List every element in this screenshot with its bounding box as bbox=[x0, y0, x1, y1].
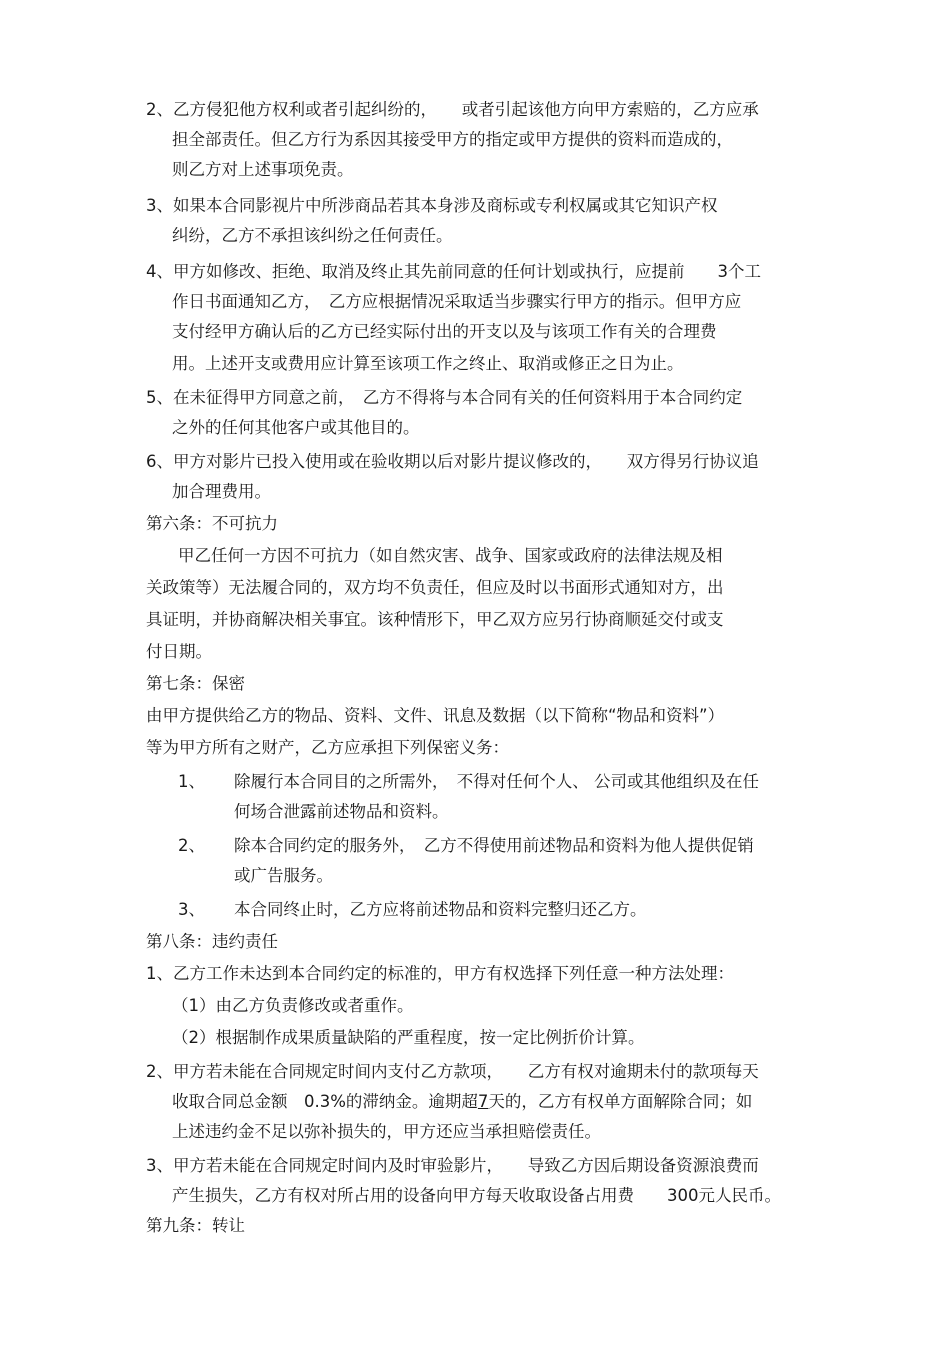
article-7-item-2-line-2: 或广告服务。 bbox=[234, 866, 333, 885]
late-fee-text-a: 收取合同总金额 bbox=[172, 1092, 304, 1111]
article-7-item-1-line-2: 何场合泄露前述物品和资料。 bbox=[234, 802, 449, 821]
late-fee-text-c: 天的，乙方有权单方面解除合同；如 bbox=[488, 1092, 753, 1111]
article-8-clause-2-line-3: 上述违约金不足以弥补损失的，甲方还应当承担赔偿责任。 bbox=[172, 1122, 601, 1141]
clause-5-6-line-1: 6、甲方对影片已投入使用或在验收期以后对影片提议修改的， 双方得另行协议追 bbox=[146, 452, 759, 471]
clause-5-4-line-2: 作日书面通知乙方， 乙方应根据情况采取适当步骤实行甲方的指示。但甲方应 bbox=[172, 292, 742, 311]
overdue-days: 7 bbox=[477, 1092, 489, 1111]
article-8-clause-2-line-2 bbox=[172, 1092, 752, 1112]
article-8-clause-3-line-1: 3、甲方若未能在合同规定时间内及时审验影片， 导致乙方因后期设备资源浪费而 bbox=[146, 1156, 759, 1175]
article-8-clause-1-option-2: （2）根据制作成果质量缺陷的严重程度，按一定比例折价计算。 bbox=[172, 1028, 645, 1047]
article-8-clause-1-option-1: （1）由乙方负责修改或者重作。 bbox=[172, 996, 414, 1015]
clause-5-6-line-2: 加合理费用。 bbox=[172, 482, 271, 501]
clause-5-5-line-1: 5、在未征得甲方同意之前， 乙方不得将与本合同有关的任何资料用于本合同约定 bbox=[146, 388, 743, 407]
article-6-heading: 第六条：不可抗力 bbox=[146, 514, 278, 533]
article-7-item-1-line-1: 除履行本合同目的之所需外， 不得对任何个人、 公司或其他组织及在任 bbox=[234, 772, 759, 791]
late-fee-text-b: 的滞纳金。逾期超 bbox=[345, 1092, 478, 1111]
article-8-clause-3-line-2: 产生损失，乙方有权对所占用的设备向甲方每天收取设备占用费 300元人民币。 bbox=[172, 1186, 781, 1205]
article-8-heading: 第八条：违约责任 bbox=[146, 932, 278, 951]
article-6-para-line-4: 付日期。 bbox=[146, 642, 212, 661]
clause-5-2-line-1: 2、乙方侵犯他方权利或者引起纠纷的， 或者引起该他方向甲方索赔的，乙方应承 bbox=[146, 100, 759, 119]
article-7-intro-line-2: 等为甲方所有之财产，乙方应承担下列保密义务： bbox=[146, 738, 509, 757]
article-6-para-line-2: 关政策等）无法履合同的，双方均不负责任，但应及时以书面形式通知对方，出 bbox=[146, 578, 724, 597]
clause-5-4-line-1: 4、甲方如修改、拒绝、取消及终止其先前同意的任何计划或执行，应提前 3个工 bbox=[146, 262, 761, 281]
clause-5-2-line-3: 则乙方对上述事项免责。 bbox=[172, 160, 354, 179]
article-7-item-3-line-1: 本合同终止时，乙方应将前述物品和资料完整归还乙方。 bbox=[234, 900, 647, 919]
clause-5-3-line-2: 纠纷，乙方不承担该纠纷之任何责任。 bbox=[172, 226, 453, 245]
clause-5-5-line-2: 之外的任何其他客户或其他目的。 bbox=[172, 418, 420, 437]
clause-5-4-line-4: 用。上述开支或费用应计算至该项工作之终止、取消或修正之日为止。 bbox=[172, 354, 684, 373]
article-8-clause-2-line-1: 2、甲方若未能在合同规定时间内支付乙方款项， 乙方有权对逾期未付的款项每天 bbox=[146, 1062, 759, 1081]
clause-5-4-line-3: 支付经甲方确认后的乙方已经实际付出的开支以及与该项工作有关的合理费 bbox=[172, 322, 717, 341]
article-6-para-line-1: 甲乙任何一方因不可抗力（如自然灾害、战争、国家或政府的法律法规及相 bbox=[178, 546, 723, 565]
article-6-para-line-3: 具证明，并协商解决相关事宜。该种情形下，甲乙双方应另行协商顺延交付或支 bbox=[146, 610, 724, 629]
clause-5-3-line-1: 3、如果本合同影视片中所涉商品若其本身涉及商标或专利权属或其它知识产权 bbox=[146, 196, 718, 215]
article-7-intro-line-1: 由甲方提供给乙方的物品、资料、文件、讯息及数据（以下简称“物品和资料”） bbox=[146, 706, 725, 725]
article-9-heading: 第九条：转让 bbox=[146, 1216, 245, 1235]
article-7-item-2-line-1: 除本合同约定的服务外， 乙方不得使用前述物品和资料为他人提供促销 bbox=[234, 836, 754, 855]
article-8-clause-1-line-1: 1、乙方工作未达到本合同约定的标准的，甲方有权选择下列任意一种方法处理： bbox=[146, 964, 734, 983]
late-fee-rate: 0.3% bbox=[304, 1092, 346, 1111]
clause-5-2-line-2: 担全部责任。但乙方行为系因其接受甲方的指定或甲方提供的资料而造成的， bbox=[172, 130, 733, 149]
article-7-heading: 第七条：保密 bbox=[146, 674, 245, 693]
article-7-item-2-number: 2、 bbox=[178, 836, 205, 855]
article-7-item-3-number: 3、 bbox=[178, 900, 205, 919]
article-7-item-1-number: 1、 bbox=[178, 772, 205, 791]
